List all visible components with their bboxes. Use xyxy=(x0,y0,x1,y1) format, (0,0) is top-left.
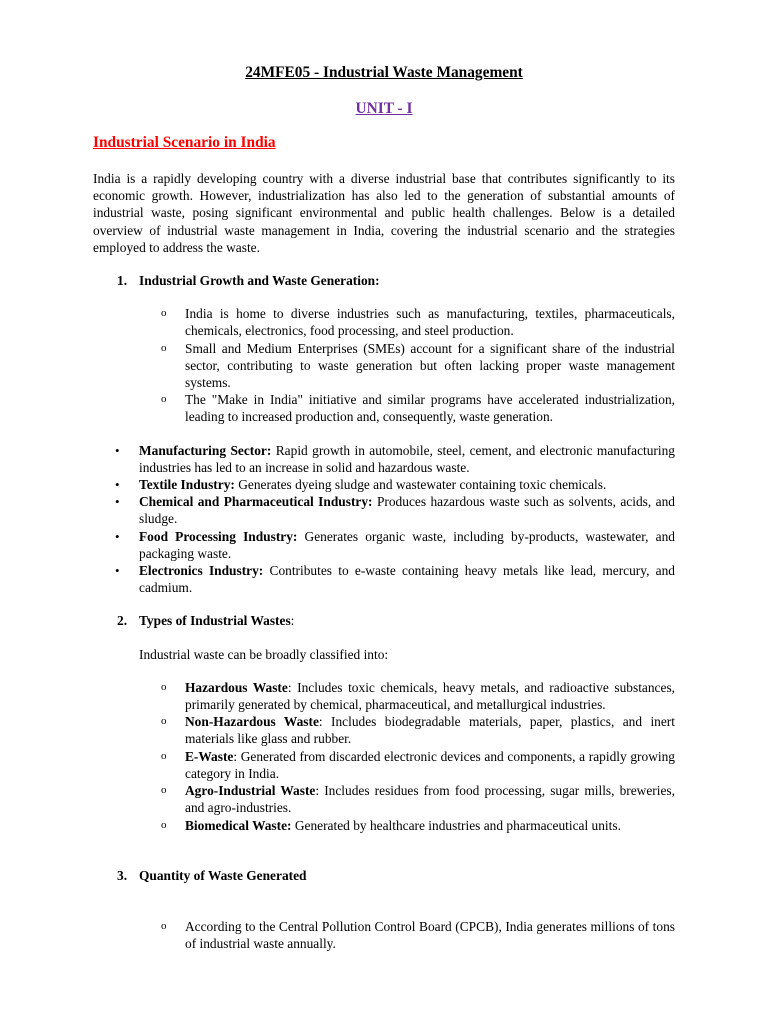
sector-label: Food Processing Industry: xyxy=(139,528,298,544)
section-2-number: 2. xyxy=(117,613,128,629)
sector-label: Electronics Industry: xyxy=(139,563,264,579)
sector-text: Contributes to e-waste containing heavy metals like lead, mercury, and cadmium. xyxy=(139,563,676,596)
list-item xyxy=(93,493,675,527)
sector-label: Chemical and Pharmaceutical Industry: xyxy=(139,494,373,510)
type-text: : Generated from discarded electronic devices and components, a rapidly growing category in India. xyxy=(185,748,675,781)
list-item xyxy=(93,442,675,476)
list-item xyxy=(93,391,675,425)
list-item xyxy=(93,562,675,596)
list-item-text: India is home to diverse industries such as manufacturing, textiles, pharmaceuticals, chemicals, electronics, food processing, and steel production. xyxy=(185,306,675,339)
section-1-number: 1. xyxy=(117,273,128,289)
circle-bullet-icon: o xyxy=(161,341,167,354)
section-3-title: Quantity of Waste Generated xyxy=(139,867,307,883)
sector-text: Rapid growth in automobile, steel, cement, and electronic manufacturing industries has led to an increase in solid and hazardous waste. xyxy=(139,442,676,475)
circle-bullet-icon: o xyxy=(161,818,167,831)
quantity-list xyxy=(93,918,675,952)
bullet-icon: • xyxy=(115,494,120,510)
types-lead: Industrial waste can be broadly classified into: xyxy=(139,646,389,662)
list-item xyxy=(93,679,675,713)
circle-bullet-icon: o xyxy=(161,749,167,762)
circle-bullet-icon: o xyxy=(161,307,167,320)
type-text: : Includes biodegradable materials, paper, plastics, and inert materials like glass and rubber. xyxy=(185,714,675,747)
section-1-heading xyxy=(93,272,675,289)
list-item xyxy=(93,713,675,747)
circle-bullet-icon: o xyxy=(161,393,167,406)
list-item xyxy=(93,782,675,816)
bullet-icon: • xyxy=(115,442,120,458)
list-item xyxy=(93,476,675,493)
circle-bullet-icon: o xyxy=(161,680,167,693)
circle-bullet-icon: o xyxy=(161,715,167,728)
type-text: Generated by healthcare industries and pharmaceutical units. xyxy=(291,817,621,833)
type-label: Biomedical Waste: xyxy=(185,817,292,833)
list-item xyxy=(93,528,675,562)
section-title: Industrial Scenario in India xyxy=(93,134,276,151)
growth-list xyxy=(93,305,675,425)
types-list xyxy=(93,679,675,834)
circle-bullet-icon: o xyxy=(161,919,167,932)
sector-text: Produces hazardous waste such as solvents, acids, and sludge. xyxy=(139,494,675,527)
list-item xyxy=(93,918,675,952)
section-2-heading xyxy=(93,612,675,629)
list-item-text: Small and Medium Enterprises (SMEs) account for a significant share of the industrial sector, contributing to waste generation but often lacking proper waste management systems. xyxy=(185,340,675,391)
list-item-text: According to the Central Pollution Control Board (CPCB), India generates millions of tons of industrial waste annually. xyxy=(185,918,675,952)
type-label: Hazardous Waste xyxy=(185,679,288,695)
sector-label: Textile Industry: xyxy=(139,477,235,493)
section-1-title: Industrial Growth and Waste Generation: xyxy=(139,273,380,289)
list-item xyxy=(93,748,675,782)
list-item-text: The "Make in India" initiative and similar programs have accelerated industrialization, leading to increased production and, consequently, waste generation. xyxy=(185,392,675,425)
section-3-number: 3. xyxy=(117,867,128,883)
type-text: : Includes residues from food processing, sugar mills, breweries, and agro-industries. xyxy=(185,783,675,816)
unit-title: UNIT - I xyxy=(355,100,413,117)
sector-text: Generates organic waste, including by-products, wastewater, and packaging waste. xyxy=(139,528,675,561)
document-title: 24MFE05 - Industrial Waste Management xyxy=(245,64,523,81)
list-item xyxy=(93,340,675,392)
section-3-heading xyxy=(93,867,675,884)
sector-text: Generates dyeing sludge and wastewater containing toxic chemicals. xyxy=(234,477,607,493)
intro-paragraph: India is a rapidly developing country with a diverse industrial base that contributes significantly to its economic growth. However, industrialization has also led to the generation of substantial amounts of industrial waste, posing significant environmental and public health challenges. Below is a detailed overview of industrial waste management in India, covering the industrial scenario and the strategies employed to address the waste. xyxy=(93,171,675,255)
bullet-icon: • xyxy=(115,477,120,493)
type-label: E-Waste xyxy=(185,748,234,764)
type-text: : Includes toxic chemicals, heavy metals, and radioactive substances, primarily generated by chemical, pharmaceutical, and metallurgical industries. xyxy=(185,679,676,713)
sector-label: Manufacturing Sector: xyxy=(139,442,272,458)
list-item xyxy=(93,817,675,834)
circle-bullet-icon: o xyxy=(161,784,167,797)
bullet-icon: • xyxy=(115,528,120,544)
list-item xyxy=(93,305,675,339)
section-2-title-suffix: : xyxy=(290,613,295,629)
sector-list xyxy=(93,442,675,597)
type-label: Agro-Industrial Waste xyxy=(185,783,316,799)
section-2-title: Types of Industrial Wastes xyxy=(139,613,291,629)
type-label: Non-Hazardous Waste xyxy=(185,714,319,730)
bullet-icon: • xyxy=(115,563,120,579)
